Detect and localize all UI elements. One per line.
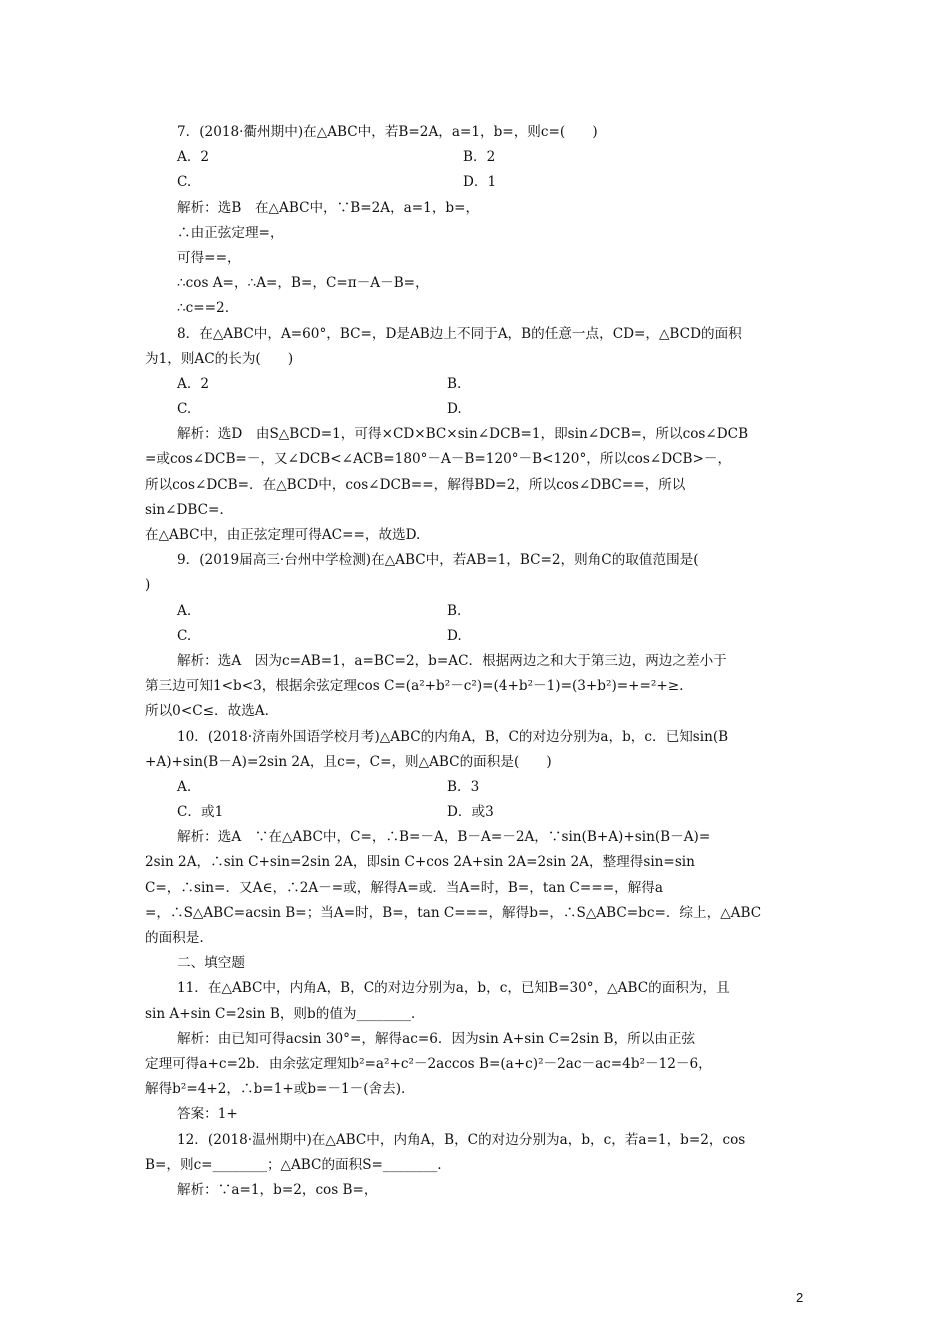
- q7-solution-line: ∴cos A=，∴A=，B=，C=π－A－B=，: [177, 275, 429, 292]
- q12-stem-line: B=，则c=________；△ABC的面积S=________.: [145, 1156, 442, 1173]
- q7-option-c: C.: [177, 174, 192, 191]
- q7-options-row1: [145, 145, 817, 170]
- q9-solution-line: 所以0<C≤．故选A.: [145, 703, 269, 720]
- q7-option-a: A．2: [177, 149, 210, 166]
- q7-solution-line: ∴由正弦定理=，: [177, 224, 284, 241]
- q9-solution-line: 第三边可知1<b<3，根据余弦定理cos C=(a²+b²－c²)=(4+b²－1)=(3+b²)=+=²+≥.: [145, 678, 684, 695]
- q10-solution-line: 解析：选A ∵在△ABC中，C=，∴B=－A，B－A=－2A，∵sin(B+A)+sin(B－A)=: [177, 829, 711, 846]
- q9-options-row2: [145, 624, 817, 649]
- q10-solution-line: =，∴S△ABC=acsin B=；当A=时，B=，tan C===，解得b=，∴S△ABC=bc=．综上，△ABC: [145, 904, 762, 921]
- q10-stem-line: +A)+sin(B－A)=2sin 2A，且c=，C=，则△ABC的面积是( ): [145, 753, 552, 770]
- q7-stem: 7．(2018·衢州期中)在△ABC中，若B=2A，a=1，b=，则c=( ): [177, 124, 598, 140]
- q11-solution-line: 解析：由已知可得acsin 30°=，解得ac=6．因为sin A+sin C=2sin B，所以由正弦: [177, 1030, 696, 1047]
- q11-stem-line: 11．在△ABC中，内角A，B，C的对边分别为a，b，c，已知B=30°，△ABC的面积为，且: [177, 980, 730, 997]
- q9-option-d: D.: [447, 627, 462, 644]
- q9-options-row1: [145, 599, 817, 624]
- q8-options-row2: [145, 397, 817, 422]
- q8-option-a: A．2: [177, 375, 210, 392]
- q8-stem-line: 为1，则AC的长为( ): [145, 350, 294, 367]
- q10-option-c: C．或1: [177, 804, 224, 821]
- q10-solution-line: 的面积是.: [145, 930, 204, 946]
- q11-stem-line: sin A+sin C=2sin B，则b的值为________.: [145, 1005, 416, 1022]
- q10-stem-line: 10．(2018·济南外国语学校月考)△ABC的内角A，B，C的对边分别为a，b，c．已知sin(B: [177, 728, 729, 745]
- q8-option-d: D.: [447, 401, 462, 418]
- q11-solution-line: 解得b²=4+2，∴b=1+或b=－1－(舍去).: [145, 1081, 406, 1098]
- q8-solution-line: 解析：选D 由S△BCD=1，可得×CD×BC×sin∠DCB=1，即sin∠DCB=，所以cos∠DCB: [177, 426, 749, 443]
- q7-options-row2: [145, 170, 817, 195]
- q9-option-a: A.: [177, 602, 192, 619]
- q9-stem-line: 9．(2019届高三·台州中学检测)在△ABC中，若AB=1，BC=2，则角C的取值范围是(: [177, 552, 699, 569]
- q8-solution-line: sin∠DBC=.: [145, 501, 224, 518]
- q12-stem-line: 12．(2018·温州期中)在△ABC中，内角A，B，C的对边分别为a，b，c，若a=1，b=2，cos: [177, 1131, 746, 1148]
- page-number: 2: [796, 1290, 804, 1305]
- q7-solution-line: 可得==，: [177, 249, 241, 266]
- q12-solution-line: 解析：∵a=1，b=2，cos B=，: [177, 1181, 378, 1198]
- q8-option-c: C.: [177, 401, 192, 418]
- q7-option-d: D．1: [463, 174, 497, 191]
- q7-solution-line: ∴c==2.: [177, 300, 230, 317]
- q8-solution-line: 所以cos∠DCB=．在△BCD中，cos∠DCB==，解得BD=2，所以cos∠DBC==，所以: [145, 476, 686, 493]
- q10-options-row1: [145, 775, 817, 800]
- q10-option-a: A.: [177, 778, 192, 795]
- document-body: [145, 120, 817, 1203]
- q11-solution-line: 定理可得a+c=2b．由余弦定理知b²=a²+c²－2accos B=(a+c)²－2ac－ac=4b²－12－6，: [145, 1055, 712, 1072]
- q10-options-row2: [145, 800, 817, 825]
- q10-solution-line: 2sin 2A，∴sin C+sin=2sin 2A，即sin C+cos 2A+sin 2A=2sin 2A，整理得sin=sin: [145, 854, 695, 871]
- q10-solution-line: C=，∴sin=．又A∈，∴2A－=或，解得A=或．当A=时，B=，tan C===，解得a: [145, 879, 663, 896]
- section-heading: 二、填空题: [177, 955, 245, 972]
- q10-option-d: D．或3: [447, 804, 494, 821]
- q11-answer: 答案：1+: [177, 1106, 238, 1123]
- q9-stem-line: ): [145, 577, 151, 594]
- q8-stem-line: 8．在△ABC中，A=60°，BC=，D是AB边上不同于A，B的任意一点，CD=，△BCD的面积: [177, 325, 742, 342]
- q7-option-b: B．2: [463, 149, 496, 166]
- q10-option-b: B．3: [447, 778, 480, 795]
- q8-solution-line: =或cos∠DCB=－，又∠DCB<∠ACB=180°－A－B=120°－B<120°，所以cos∠DCB>－，: [145, 451, 732, 468]
- q9-solution-line: 解析：选A 因为c=AB=1，a=BC=2，b=AC．根据两边之和大于第三边，两边之差小于: [177, 652, 727, 669]
- q9-option-c: C.: [177, 627, 192, 644]
- q8-option-b: B.: [447, 375, 462, 392]
- q8-options-row1: [145, 372, 817, 397]
- q7-solution-line: 解析：选B 在△ABC中，∵B=2A，a=1，b=，: [177, 199, 480, 216]
- q8-solution-line: 在△ABC中，由正弦定理可得AC==，故选D.: [145, 527, 421, 543]
- q9-option-b: B.: [447, 602, 462, 619]
